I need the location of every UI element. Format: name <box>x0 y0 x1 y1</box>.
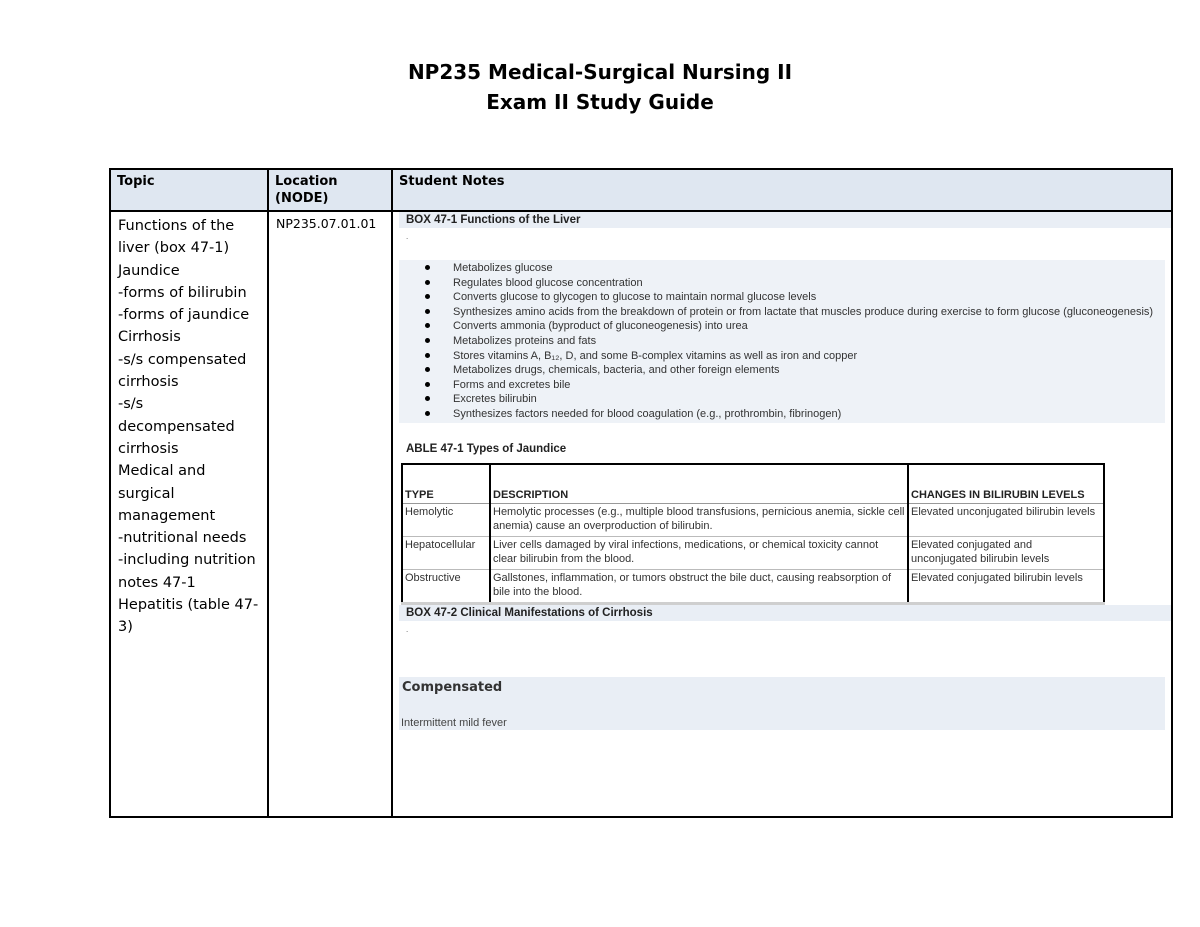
jaundice-change: Elevated conjugated bilirubin levels <box>908 569 1104 603</box>
topic-line: Hepatitis (table 47-3) <box>118 597 259 636</box>
topic-line: Cirrhosis <box>118 329 181 346</box>
compensated-box <box>399 677 1165 730</box>
topic-line: -s/s decompensated cirrhosis <box>118 396 235 457</box>
topic-line: -s/s compensated cirrhosis <box>118 351 247 391</box>
list-item: Metabolizes glucose <box>425 261 1165 276</box>
jaundice-change: Elevated conjugated and unconjugated bilirubin levels <box>908 536 1104 569</box>
table-row <box>402 569 1104 603</box>
topic-line: Medical and surgical management <box>118 463 216 524</box>
jaundice-description: Hemolytic processes (e.g., multiple blood transfusions, pernicious anemia, sickle cell anemia) cause an overproduction of bilirubin. <box>490 503 908 536</box>
jaundice-description: Gallstones, inflammation, or tumors obstruct the bile duct, causing reabsorption of bile into the blood. <box>490 569 908 603</box>
topic-line: -forms of jaundice <box>118 307 250 324</box>
header-topic: Topic <box>110 169 268 211</box>
list-item: Synthesizes factors needed for blood coagulation (e.g., prothrombin, fibrinogen) <box>425 407 1165 422</box>
list-item: Converts ammonia (byproduct of gluconeogenesis) into urea <box>425 319 1165 334</box>
table-row <box>402 503 1104 536</box>
location-cell: NP235.07.01.01 <box>268 211 392 817</box>
list-item: Metabolizes proteins and fats <box>425 334 1165 349</box>
liver-functions-list <box>399 261 1165 422</box>
topic-line: -nutritional needs <box>118 530 247 547</box>
box-47-2-title: BOX 47-2 Clinical Manifestations of Cirrhosis <box>399 605 1171 621</box>
list-item: Stores vitamins A, B₁₂, D, and some B-complex vitamins as well as iron and copper <box>425 349 1165 364</box>
box-47-1-title: BOX 47-1 Functions of the Liver <box>399 212 1171 228</box>
compensated-item: Intermittent mild fever <box>401 716 507 729</box>
student-notes-cell <box>392 211 1172 817</box>
document-subtitle: Exam II Study Guide <box>486 90 714 114</box>
topic-cell <box>110 211 268 817</box>
document-title: NP235 Medical-Surgical Nursing II <box>407 60 793 84</box>
topic-line: Jaundice <box>118 262 180 279</box>
table-row <box>110 211 1172 817</box>
separator-dot: . <box>406 624 409 634</box>
jaundice-header-type: TYPE <box>402 464 490 504</box>
jaundice-table-title: ABLE 47-1 Types of Jaundice <box>406 442 567 455</box>
study-guide-table <box>109 168 1173 818</box>
list-item: Regulates blood glucose concentration <box>425 276 1165 291</box>
list-item: Converts glucose to glycogen to glucose to maintain normal glucose levels <box>425 290 1165 305</box>
header-location: Location (NODE) <box>268 169 392 211</box>
jaundice-type: Hemolytic <box>402 503 490 536</box>
list-item: Synthesizes amino acids from the breakdown of protein or from lactate that muscles produce during exercise to form glucose (gluconeogenesis) <box>425 305 1165 320</box>
header-student-notes: Student Notes <box>392 169 1172 211</box>
compensated-title: Compensated <box>402 679 503 695</box>
topic-line: Functions of the liver (box 47-1) <box>118 218 235 257</box>
separator-dot: . <box>406 232 409 241</box>
table-header-row <box>110 169 1172 211</box>
list-item: Forms and excretes bile <box>425 378 1165 393</box>
jaundice-types-table <box>401 463 1105 605</box>
jaundice-description: Liver cells damaged by viral infections, medications, or chemical toxicity cannot clear bilirubin from the blood. <box>490 536 908 569</box>
jaundice-type: Obstructive <box>402 569 490 603</box>
topic-line: -including nutrition notes 47-1 <box>118 552 256 591</box>
jaundice-type: Hepatocellular <box>402 536 490 569</box>
table-row <box>402 536 1104 569</box>
jaundice-header-changes: CHANGES IN BILIRUBIN LEVELS <box>908 464 1104 504</box>
list-item: Excretes bilirubin <box>425 392 1165 407</box>
list-item: Metabolizes drugs, chemicals, bacteria, and other foreign elements <box>425 363 1165 378</box>
jaundice-change: Elevated unconjugated bilirubin levels <box>908 503 1104 536</box>
liver-functions-box <box>399 260 1165 423</box>
jaundice-header-row <box>402 464 1104 504</box>
jaundice-header-description: DESCRIPTION <box>490 464 908 504</box>
topic-line: -forms of bilirubin <box>118 284 247 301</box>
